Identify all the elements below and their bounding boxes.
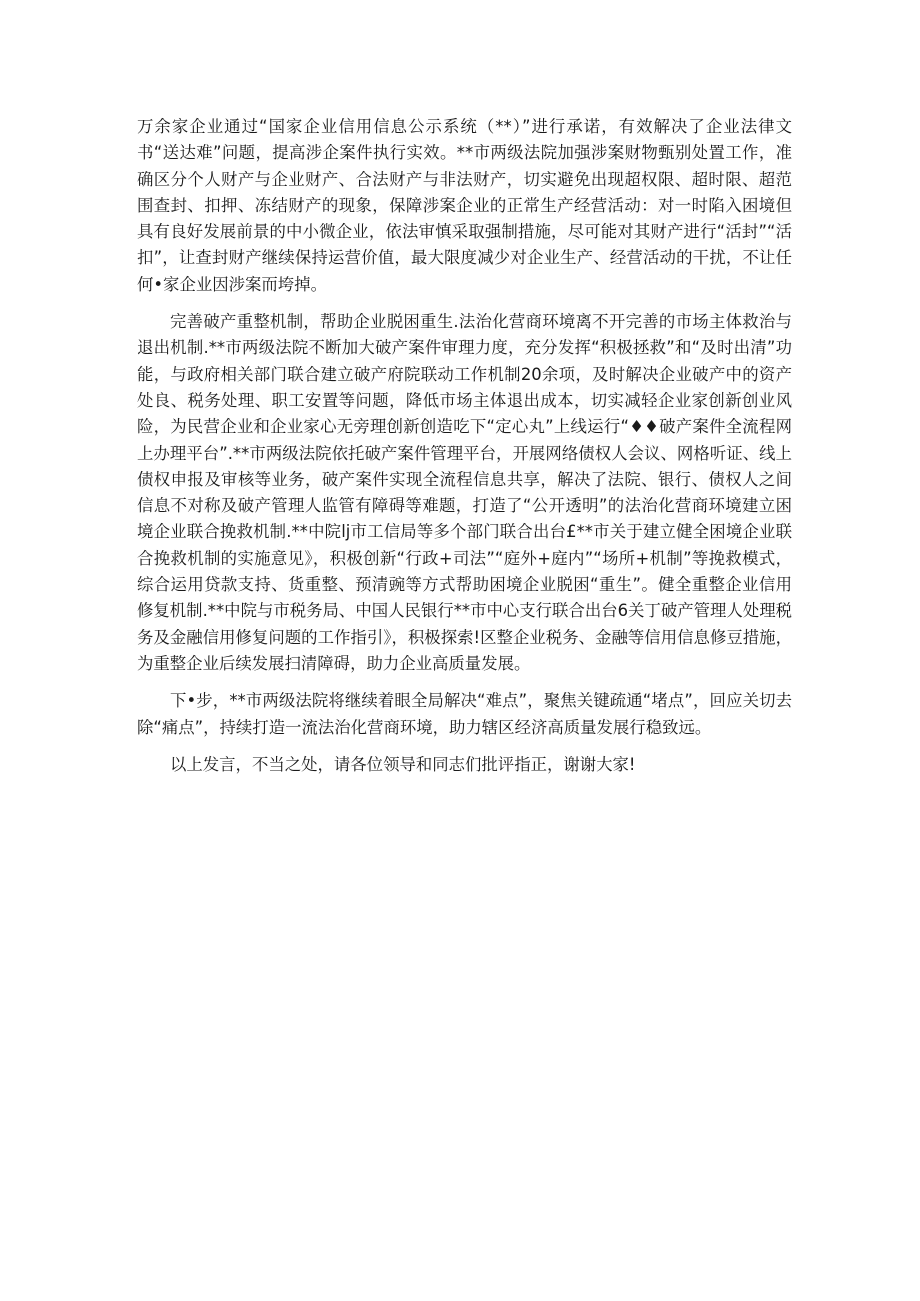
document-body <box>137 114 792 789</box>
paragraph-closing: 以上发言，不当之处，请各位领导和同志们批评指正，谢谢大家! <box>170 754 636 774</box>
paragraph-continuation: 万余家企业通过“国家企业信用信息公示系统（**）”进行承诺，有效解决了企业法律文书“送达难”问题，提高涉企案件执行实效。**市两级法院加强涉案财物甄别处置工作，准确区分个人财产与企业财产、合法财产与非法财产，切实避免出现超权限、超时限、超范围查封、扣押、冻结财产的现象，保障涉案企业的正常生产经营活动：对一时陷入困境但具有良好发展前景的中小微企业，依法审慎采取强制措施，尽可能对其财产进行“活封”“活扣”，让查封财产继续保持运营价值，最大限度减少对企业生产、经营活动的干扰，不让任何•家企业因涉案而垮掉。 <box>137 117 792 294</box>
paragraph-bankruptcy-reorganization: 完善破产重整机制，帮助企业脱困重生.法治化营商环境离不开完善的市场主体救治与退出机制.**市两级法院不断加大破产案件审理力度，充分发挥“积极拯救”和“及时出清”功能，与政府相关部门联合建立破产府院联动工作机制20余项，及时解决企业破产中的资产处良、税务处理、职工安置等问题，降低市场主体退出成本，切实减轻企业家创新创业风险，为民营企业和企业家心无旁理创新创造吃下“定心丸”上线运行“♦♦破产案件全流程网上办理平台”.**市两级法院依托破产案件管理平台，开展网络债权人会议、网格听证、线上债权申报及审核等业务，破产案件实现全流程信息共享，解决了法院、银行、债权人之间信息不对称及破产管理人监管有障碍等难题，打造了“公开透明”的法治化营商环境建立困境企业联合挽救机制.**中院lj市工信局等多个部门联合出台£**市关于建立健全困境企业联合挽救机制的实施意见》，积极创新“行政+司法”“庭外+庭内”“场所+机制”等挽救模式，综合运用贷款支持、货重整、预清豌等方式帮助困境企业脱困“重生”。健全重整企业信用修复机制.**中院与市税务局、中国人民银行**市中心支行联合出台6关丁破产管理人处理税务及金融信用修复问题的工作指引》，积极探索!区整企业税务、金融等信用信息修豆措施，为重整企业后续发展扫清障碍，助力企业高质量发展。 <box>137 312 792 673</box>
paragraph-next-steps: 下•步，**市两级法院将继续着眼全局解决“难点”，聚焦关键疏通“堵点”，回应关切去除“痛点”，持续打造一流法治化营商环境，助力辖区经济高质量发展行稳致远。 <box>137 691 792 737</box>
